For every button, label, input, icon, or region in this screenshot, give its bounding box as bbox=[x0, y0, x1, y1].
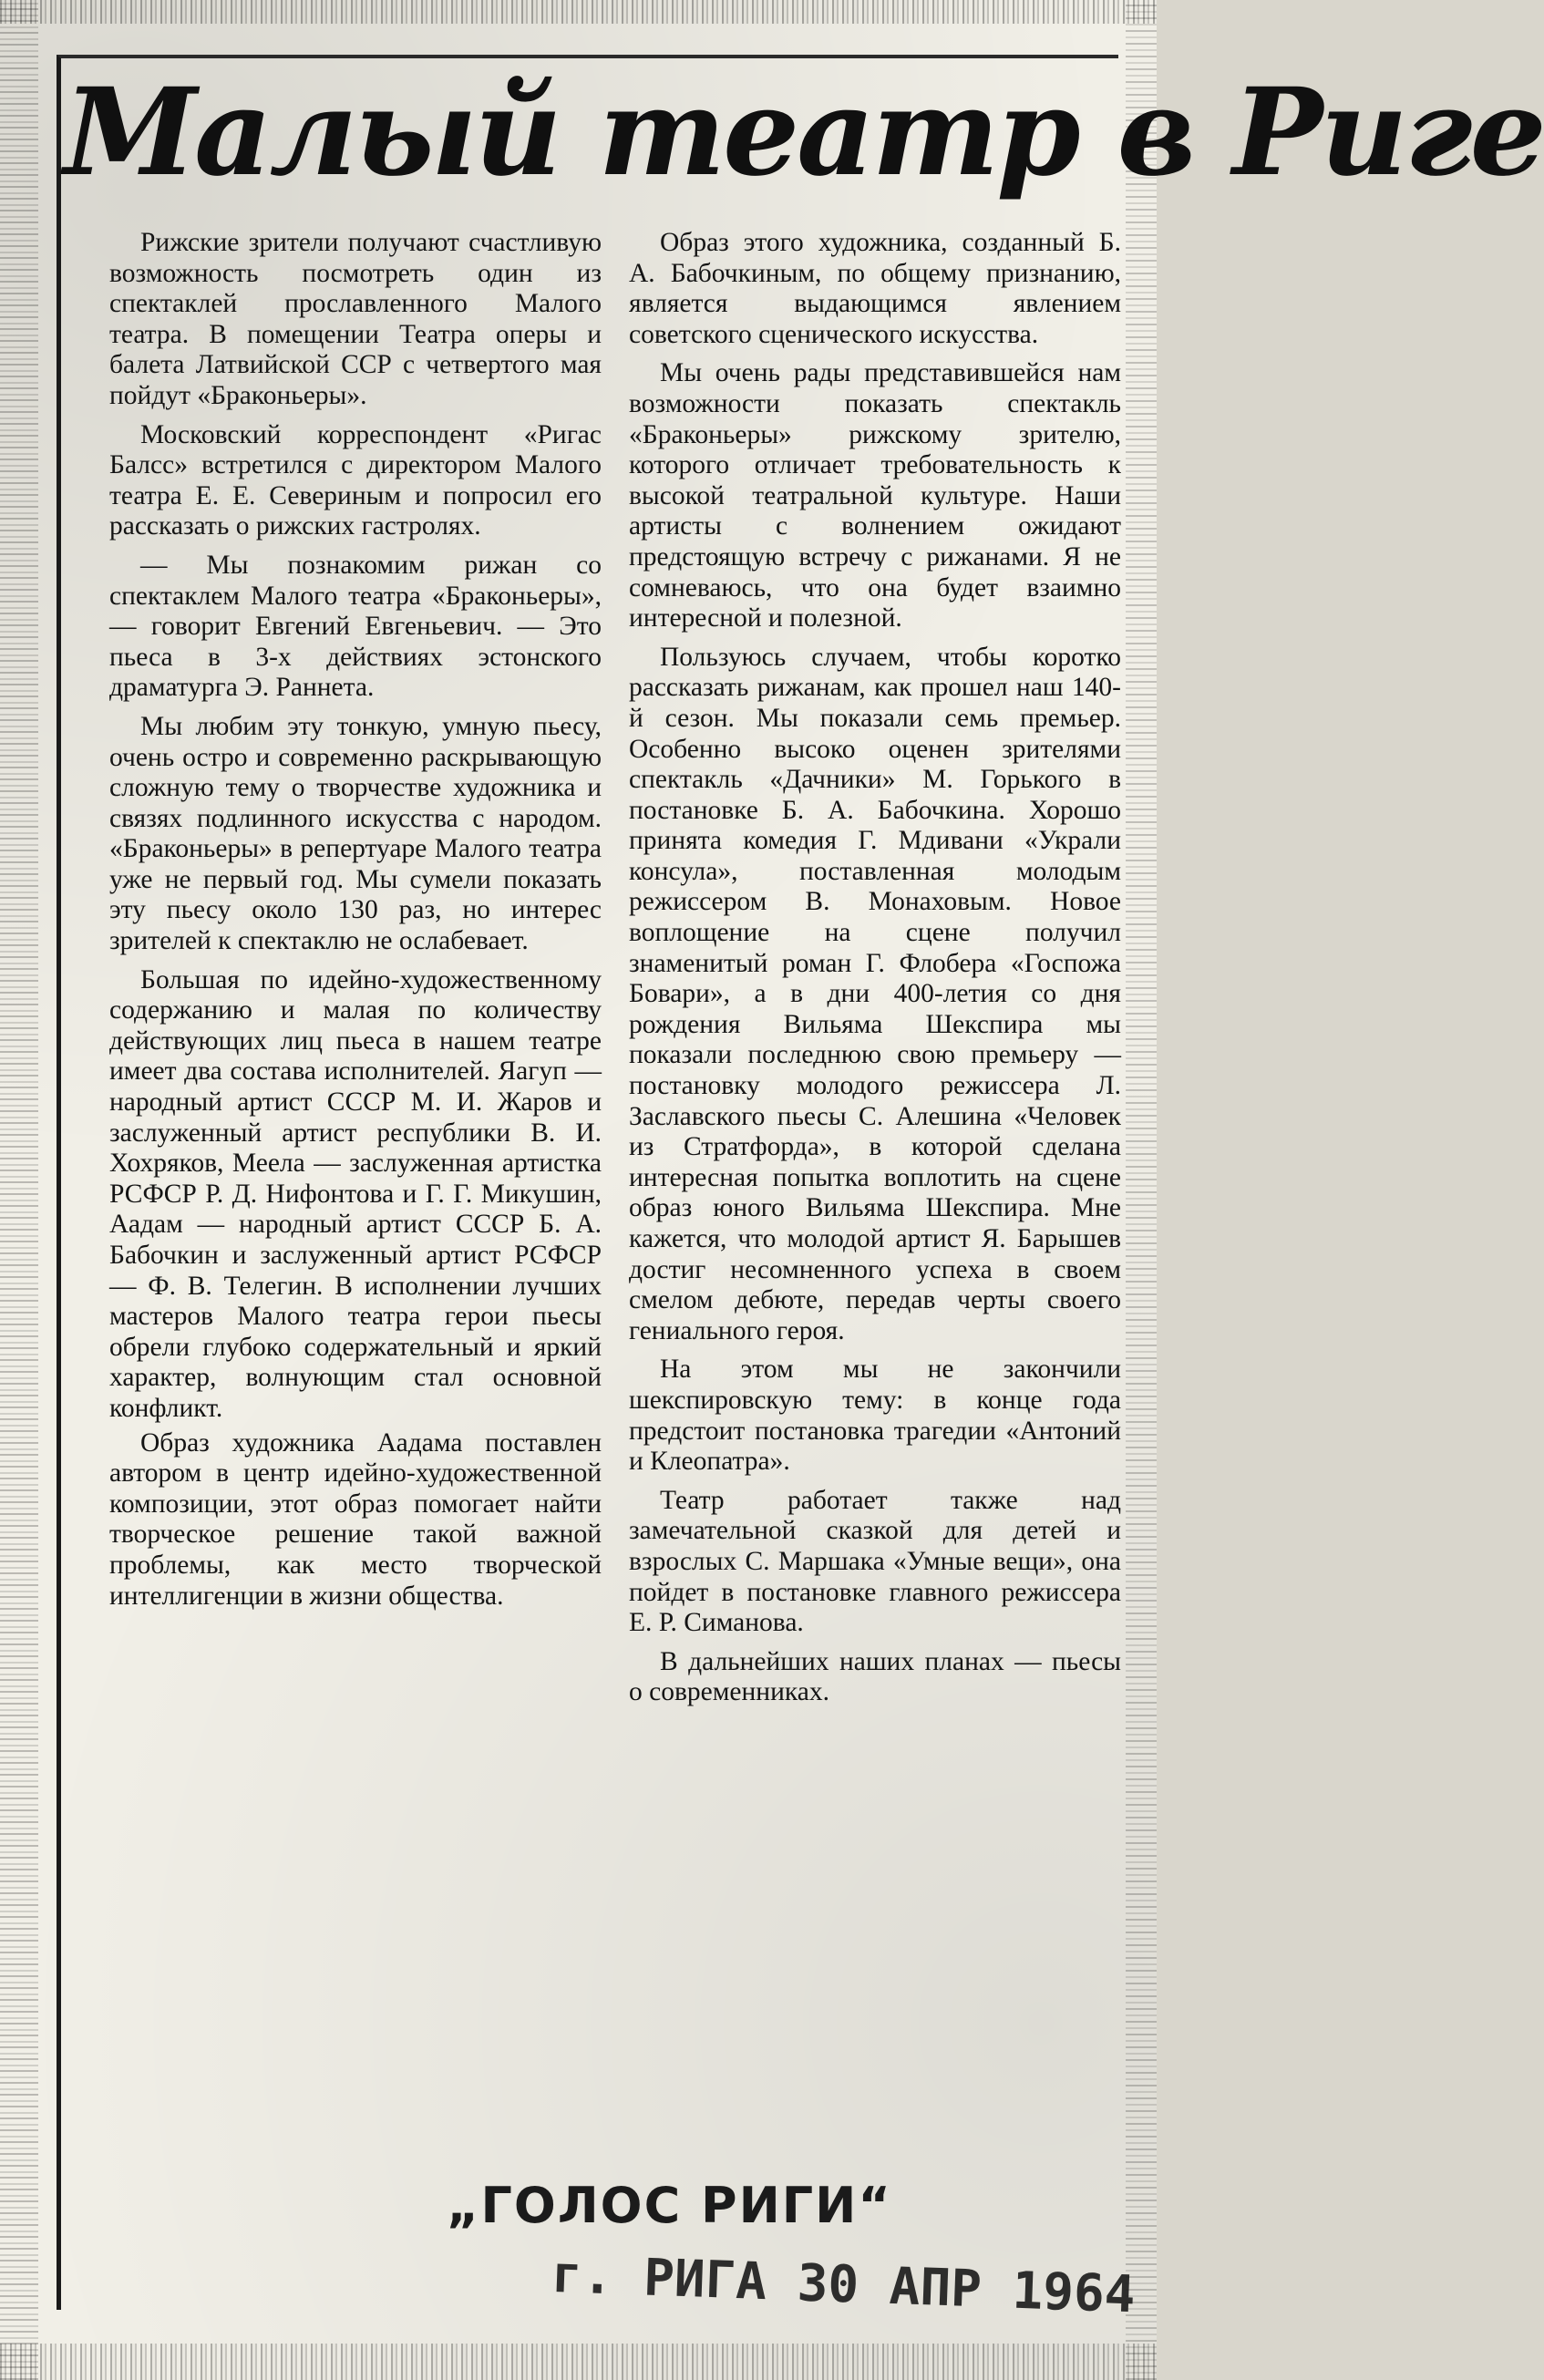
paragraph: — Мы познакомим рижан со спектаклем Малого театра «Браконьеры», — говорит Евгений Евгеньевич. — Это пьеса в 3-х действиях эстонского драматурга Э. Раннета. bbox=[109, 550, 602, 703]
article-headline: Малый театр в Риге bbox=[64, 62, 1544, 203]
right-column bbox=[629, 228, 1121, 2106]
paragraph: На этом мы не закончили шекспировскую тему: в конце года предстоит постановка трагедии «Антоний и Клеопатра». bbox=[629, 1355, 1121, 1477]
paragraph: Мы любим эту тонкую, умную пьесу, очень остро и современно раскрывающую сложную тему о творчестве художника и связях подлинного искусства с народом. «Браконьеры» в репертуаре Малого театра уже не первый год. Мы сумели показать эту пьесу около 130 раз, но интерес зрителей к спектаклю не ослабевает. bbox=[109, 711, 602, 956]
paragraph: В дальнейших наших планах — пьесы о современниках. bbox=[629, 1646, 1121, 1707]
scan-edge-left bbox=[0, 0, 38, 2380]
paragraph: Большая по идейно-художественному содержанию и малая по количеству действующих лиц пьеса в нашем театре имеет два состава исполнителей. Яагуп — народный артист СССР М. И. Жаров и заслуженный артист республики В. И. Хохряков, Меела — заслуженная артистка РСФСР Р. Д. Нифонтова и Г. Г. Микушин, Аадам — народный артист СССР Б. А. Бабочкин и заслуженный артист РСФСР — Ф. В. Телегин. В исполнении лучших мастеров Малого театра герои пьесы обрели глубоко содержательный и яркий характер, волнующим стал основной конфликт. bbox=[109, 964, 602, 1423]
scan-edge-top bbox=[0, 0, 1157, 24]
scan-edge-right bbox=[1126, 0, 1157, 2380]
scan-edge-bottom bbox=[0, 2344, 1157, 2380]
paragraph: Пользуюсь случаем, чтобы коротко рассказать рижанам, как прошел наш 140-й сезон. Мы показали семь премьер. Особенно высоко оценен зрителями спектакль «Дачники» М. Горького в постановке Б. А. Бабочкина. Хорошо принята комедия Г. Мдивани «Украли консула», поставленная молодым режиссером В. Монаховым. Новое воплощение на сцене получил знаменитый роман Г. Флобера «Госпожа Бовари», а в дни 400-летия со дня рождения Вильяма Шекспира мы показали последнюю свою премьеру — постановку молодого режиссера Л. Заславского пьесы С. Алешина «Человек из Стратфорда», в которой сделана интересная попытка воплотить на сцене образ юного Вильяма Шекспира. Мне кажется, что молодой артист Я. Барышев достиг несомненного успеха в своем смелом дебюте, передав черты своего гениального героя. bbox=[629, 642, 1121, 1345]
paragraph: Образ художника Аадама поставлен автором в центр идейно-художественной композиции, этот образ помогает найти творческое решение такой важной проблемы, как место творческой интеллигенции в жизни общества. bbox=[109, 1427, 602, 1611]
paragraph: Рижские зрители получают счастливую возможность посмотреть один из спектаклей прославленного Малого театра. В помещении Театра оперы и балета Латвийской ССР с четвертого мая пойдут «Браконьеры». bbox=[109, 228, 602, 410]
newspaper-source: „ ГОЛОС РИГИ “ bbox=[447, 2174, 921, 2238]
paragraph: Театр работает также над замечательной сказкой для детей и взрослых С. Маршака «Умные вещи», она пойдет в постановке главного режиссера Е. Р. Симанова. bbox=[629, 1485, 1121, 1638]
date-stamp: г. РИГА 30 АПР 1964 bbox=[551, 2244, 1137, 2325]
left-column bbox=[109, 228, 602, 2106]
paragraph: Образ этого художника, созданный Б. А. Бабочкиным, по общему признанию, является выдающимся явлением советского сценического искусства. bbox=[629, 228, 1121, 349]
article-body bbox=[109, 228, 1126, 2106]
paragraph: Мы очень рады представившейся нам возможности показать спектакль «Браконьеры» рижскому зрителю, которого отличает требовательность к высокой театральной культуре. Наши артисты с волнением ожидают предстоящую встречу с рижанами. Я не сомневаюсь, что она будет взаимно интересной и полезной. bbox=[629, 358, 1121, 634]
paragraph: Московский корреспондент «Ригас Балсс» встретился с директором Малого театра Е. Е. Севериным и попросил его рассказать о рижских гастролях. bbox=[109, 419, 602, 541]
